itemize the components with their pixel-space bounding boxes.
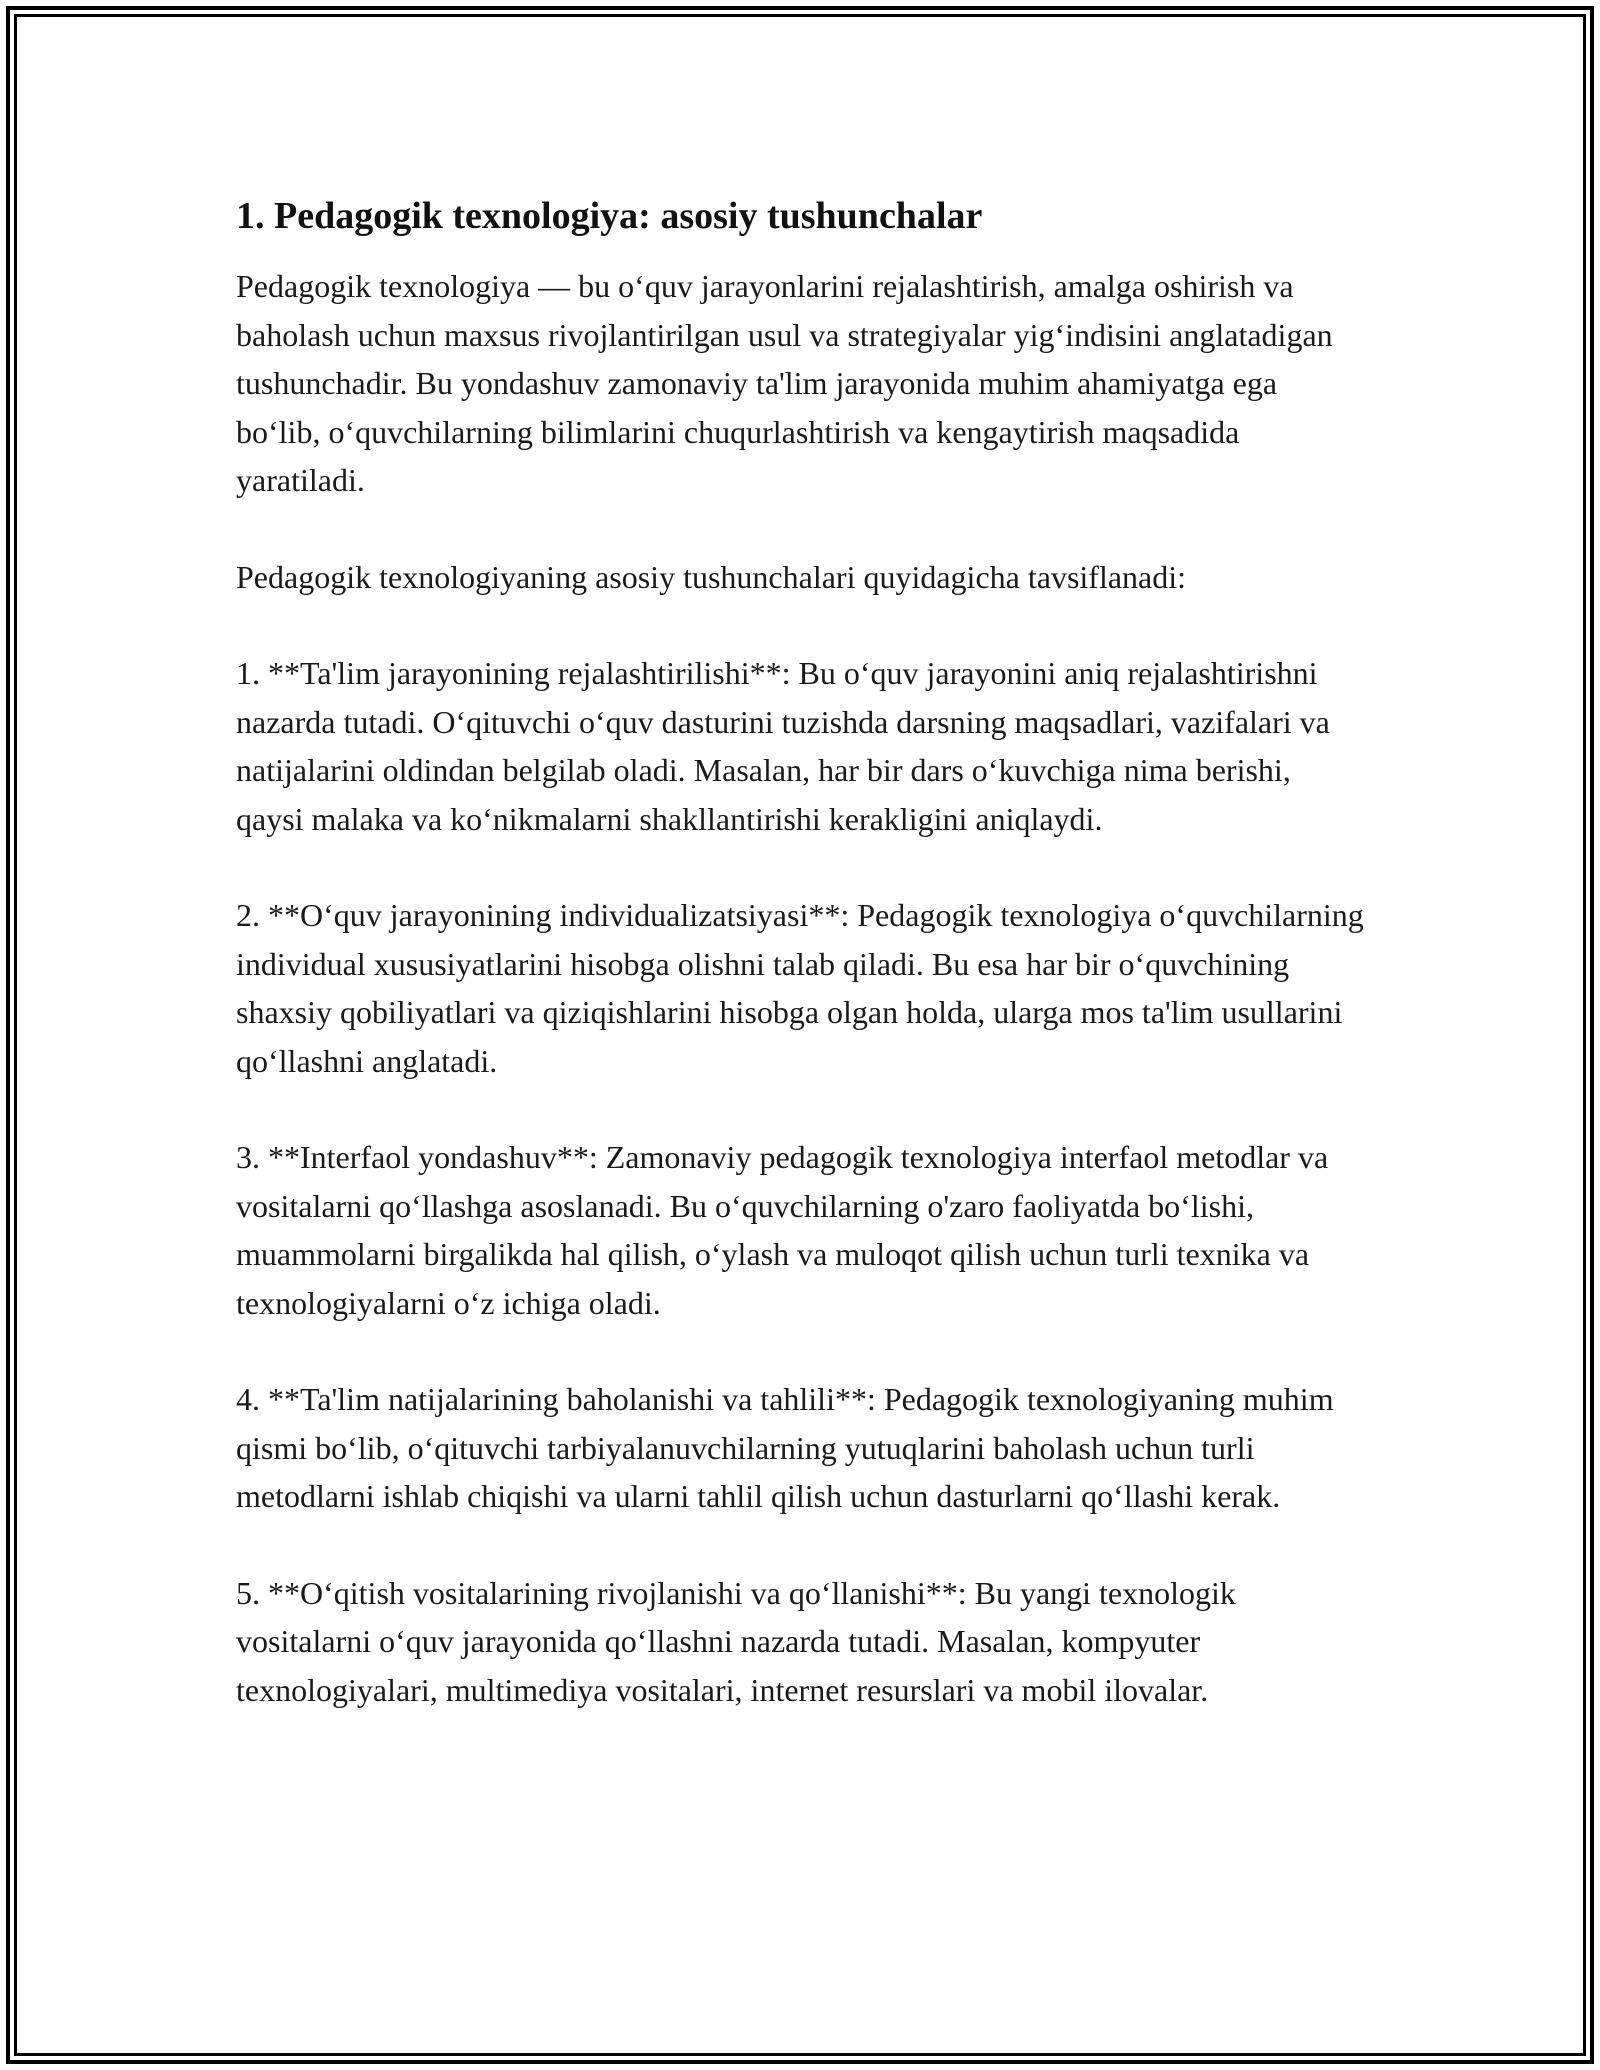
- intro-paragraph: Pedagogik texnologiya — bu o‘quv jarayonlarini rejalashtirish, amalga oshirish va baholash uchun maxsus rivojlantirilgan usul va strategiyalar yig‘indisini anglatadigan tushunchadir. Bu yondashuv zamonaviy ta'lim jarayonida muhim ahamiyatga ega bo‘lib, o‘quvchilarning bilimlarini chuqurlashtirish va kengaytirish maqsadida yaratiladi.: [236, 268, 1333, 498]
- list-item-planning: 1. **Ta'lim jarayonining rejalashtirilishi**: Bu o‘quv jarayonini aniq rejalashtirishni nazarda tutadi. O‘qituvchi o‘quv dasturini tuzishda darsning maqsadlari, vazifalari va natijalarini oldindan belgilab oladi. Masalan, har bir dars o‘kuvchiga nima berishi, qaysi malaka va ko‘nikmalarni shakllantirishi kerakligini aniqlaydi.: [236, 655, 1330, 837]
- list-item-individualization: 2. **O‘quv jarayonining individualizatsiyasi**: Pedagogik texnologiya o‘quvchilarning individual xususiyatlarini hisobga olishni talab qiladi. Bu esa har bir o‘quvchining shaxsiy qobiliyatlari va qiziqishlarini hisobga olgan holda, ularga mos ta'lim usullarini qo‘llashni anglatadi.: [236, 897, 1364, 1079]
- section-heading: 1. Pedagogik texnologiya: asosiy tushunchalar: [236, 195, 983, 237]
- document-body: [236, 188, 1366, 1762]
- list-item-interactive-approach: 3. **Interfaol yondashuv**: Zamonaviy pedagogik texnologiya interfaol metodlar va vositalarni qo‘llashga asoslanadi. Bu o‘quvchilarning o'zaro faoliyatda bo‘lishi, muammolarni birgalikda hal qilish, o‘ylash va muloqot qilish uchun turli texnika va texnologiyalarni o‘z ichiga oladi.: [236, 1139, 1329, 1321]
- list-lead-paragraph: Pedagogik texnologiyaning asosiy tushunchalari quyidagicha tavsiflanadi:: [236, 558, 1187, 595]
- list-item-teaching-tools: 5. **O‘qitish vositalarining rivojlanishi va qo‘llanishi**: Bu yangi texnologik vositalarni o‘quv jarayonida qo‘llashni nazarda tutadi. Masalan, kompyuter texnologiyalari, multimediya vositalari, internet resurslari va mobil ilovalar.: [236, 1574, 1236, 1708]
- list-item-assessment: 4. **Ta'lim natijalarining baholanishi va tahlili**: Pedagogik texnologiyaning muhim qismi bo‘lib, o‘qituvchi tarbiyalanuvchilarning yutuqlarini baholash uchun turli metodlarni ishlab chiqishi va ularni tahlil qilish uchun dasturlarni qo‘llashi kerak.: [236, 1381, 1334, 1514]
